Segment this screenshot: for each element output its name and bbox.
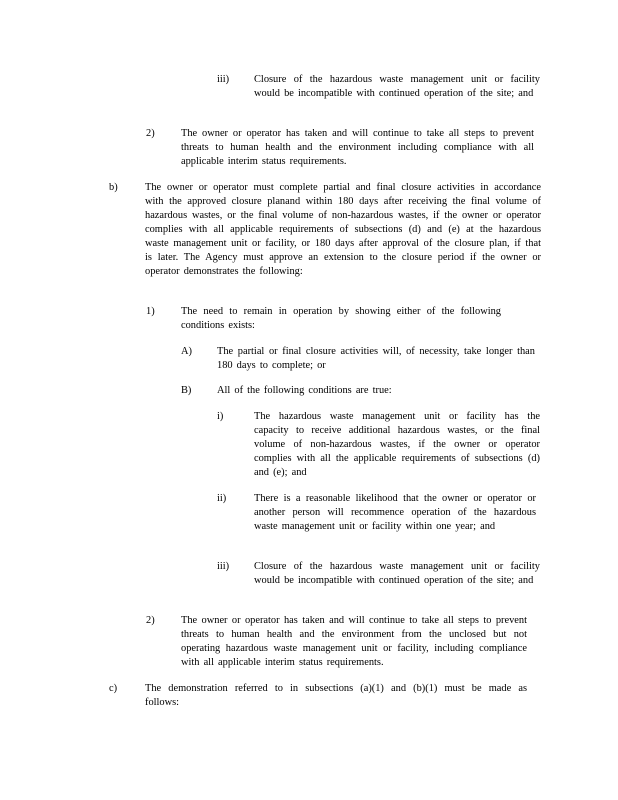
item-marker: A) xyxy=(181,346,192,357)
item-marker: iii) xyxy=(217,74,230,85)
item-marker: i) xyxy=(217,411,224,422)
item-marker: c) xyxy=(109,683,118,694)
item-text: The owner or operator has taken and will continue to take all steps to prevent threats to human health and the environment from the unclosed but not operating hazardous waste management unit or facility, including compliance with all applicable interim status requirements. xyxy=(181,615,527,668)
item-marker: 2) xyxy=(146,128,155,139)
item-text: The hazardous waste management unit or facility has the capacity to receive additional hazardous wastes, or the final volume of non-hazardous wastes, if the owner or operator complies with all the applicable requirements of subsections (d) and (e); and xyxy=(254,411,540,478)
item-text: The owner or operator must complete partial and final closure activities in accordance with the approved closure planand within 180 days after receiving the final volume of hazardous wastes, or the final volume of non-hazardous wastes, if the owner or operator complies with all applicable requirements of subsections (d) and (e) at the hazardous waste management unit or facility, or 180 days after approval of the closure plan, if that is later. The Agency must approve an extension to the closure period if the owner or operator demonstrates the following: xyxy=(145,182,541,277)
item-text: All of the following conditions are true: xyxy=(217,385,392,396)
item-marker: 1) xyxy=(146,306,155,317)
item-text: The need to remain in operation by showing either of the following conditions exists: xyxy=(181,306,501,331)
item-marker: iii) xyxy=(217,561,230,572)
item-text: Closure of the hazardous waste management unit or facility would be incompatible with continued operation of the site; and xyxy=(254,561,540,586)
item-marker: B) xyxy=(181,385,192,396)
item-text: The demonstration referred to in subsections (a)(1) and (b)(1) must be made as follows: xyxy=(145,683,527,708)
item-text: Closure of the hazardous waste management unit or facility would be incompatible with continued operation of the site; and xyxy=(254,74,540,99)
item-marker: ii) xyxy=(217,493,227,504)
item-marker: b) xyxy=(109,182,118,193)
item-text: The owner or operator has taken and will continue to take all steps to prevent threats to human health and the environment including compliance with all applicable interim status requirements. xyxy=(181,128,534,167)
item-text: The partial or final closure activities will, of necessity, take longer than 180 days to complete; or xyxy=(217,346,535,371)
item-marker: 2) xyxy=(146,615,155,626)
item-text: There is a reasonable likelihood that the owner or operator or another person will recommence operation of the hazardous waste management unit or facility within one year; and xyxy=(254,493,536,532)
